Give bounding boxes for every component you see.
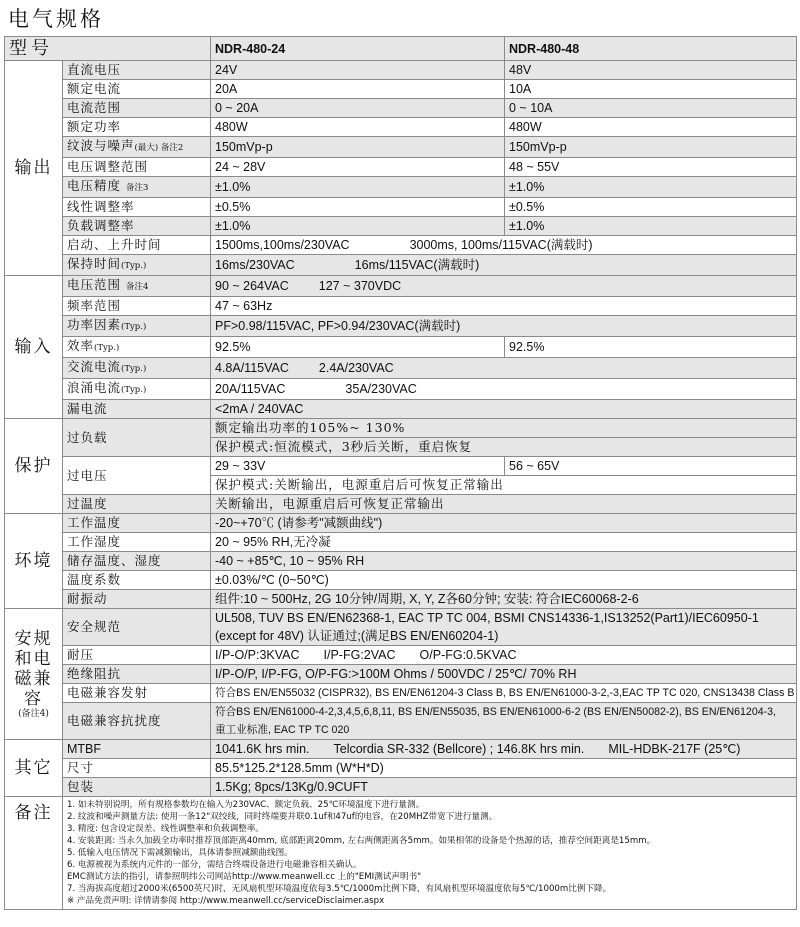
row-label: 绝缘阻抗 <box>63 665 211 684</box>
row-label: 耐压 <box>63 646 211 665</box>
value-b: ±0.5% <box>505 198 797 217</box>
row-label: 储存温度、湿度 <box>63 552 211 571</box>
row-label: 线性调整率 <box>63 198 211 217</box>
row-label: 漏电流 <box>63 400 211 419</box>
row-label: 耐振动 <box>63 590 211 609</box>
emc-immunity-value: 符合BS EN/EN61000-4-2,3,4,5,6,8,11, BS EN/EN55035, BS EN/EN61000-6-2 (BS EN/EN50082-2), BS EN/EN61204-3, 重工业标准, EAC TP TC 020 <box>211 703 797 740</box>
model-a: NDR-480-24 <box>211 37 505 61</box>
row-note: (Typ.) <box>121 385 147 395</box>
note-item: 5. 低输入电压情况下需减额输出，具体请参照减额曲线图。 <box>67 848 293 858</box>
row-label: 保持时间(Typ.) <box>63 255 211 276</box>
mtbf-value: 1041.6K hrs min. Telcordia SR-332 (Bellcore) ; 146.8K hrs min. MIL-HDBK-217F (25℃) <box>211 740 797 759</box>
row-note: (Typ.) <box>94 343 120 353</box>
group-note: (备注4) <box>18 708 49 719</box>
row-label: 额定电流 <box>63 80 211 99</box>
row-label: 负载调整率 <box>63 217 211 236</box>
group-others: 其它 <box>5 740 63 797</box>
value-b: ±1.0% <box>505 217 797 236</box>
row-label: 电压精度 备注3 <box>63 177 211 198</box>
overtemp-value: 关断输出，电源重启后可恢复正常输出 <box>211 495 797 514</box>
freq-value: 47 ~ 63Hz <box>211 297 797 316</box>
isolation-value: I/P-O/P, I/P-FG, O/P-FG:>100M Ohms / 500VDC / 25℃/ 70% RH <box>211 665 797 684</box>
value-b: 150mVp-p <box>505 137 797 158</box>
value-a: 20A <box>211 80 505 99</box>
row-label: 工作温度 <box>63 514 211 533</box>
overload-value: 额定输出功率的105%~ 130% <box>211 419 797 438</box>
leakage-value: <2mA / 240VAC <box>211 400 797 419</box>
overload-mode: 保护模式:恒流模式，3秒后关断，重启恢复 <box>211 438 797 457</box>
value-a: 24V <box>211 61 505 80</box>
row-note: (Typ.) <box>121 261 147 271</box>
note-item: 3. 精度: 包含设定误差、线性调整率和负载调整率。 <box>67 824 265 834</box>
row-label: 电压调整范围 <box>63 158 211 177</box>
holdup-value: 16ms/230VAC 16ms/115VAC(满载时) <box>211 255 797 276</box>
safety-standards-value: UL508, TUV BS EN/EN62368-1, EAC TP TC 004, BSMI CNS14336-1,IS13252(Part1)/IEC60950-1 (except for 48V) 认证通过;(满足BS EN/EN60204-1) <box>211 609 797 646</box>
group-input: 输入 <box>5 276 63 419</box>
row-label: 安全规范 <box>63 609 211 646</box>
note-item: 4. 安装距离: 当永久加载全功率时推荐顶部距离40mm, 底部距离20mm, 左右两侧距离各5mm。如果相邻的设备是个热源的话，推荐空间距离是15mm。 <box>67 836 656 846</box>
row-label: 浪涌电流(Typ.) <box>63 379 211 400</box>
row-label: 直流电压 <box>63 61 211 80</box>
value-a: ±1.0% <box>211 217 505 236</box>
value-a: 150mVp-p <box>211 137 505 158</box>
group-protection: 保护 <box>5 419 63 514</box>
row-label: 电压范围 备注4 <box>63 276 211 297</box>
value-a: 24 ~ 28V <box>211 158 505 177</box>
emc-emission-value: 符合BS EN/EN55032 (CISPR32), BS EN/EN61204-3 Class B, BS EN/EN61000-3-2,-3,EAC TP TC 020, CNS13438 Class B <box>211 684 797 703</box>
row-label: 交流电流(Typ.) <box>63 358 211 379</box>
row-label: 功率因素(Typ.) <box>63 316 211 337</box>
env-value: ±0.03%/℃ (0~50℃) <box>211 571 797 590</box>
value-a: 0 ~ 20A <box>211 99 505 118</box>
spec-table <box>4 36 797 910</box>
page-title: 电气规格 <box>8 7 104 31</box>
value-b: 92.5% <box>505 337 797 358</box>
value-a: ±1.0% <box>211 177 505 198</box>
group-safety-emc: 安规和电磁兼容 (备注4) <box>5 609 63 740</box>
value-a: 29 ~ 33V <box>211 457 505 476</box>
row-label: 尺寸 <box>63 759 211 778</box>
row-label: 效率(Typ.) <box>63 337 211 358</box>
row-note: (Typ.) <box>121 322 147 332</box>
row-label: 启动、上升时间 <box>63 236 211 255</box>
withstand-value: I/P-O/P:3KVAC I/P-FG:2VAC O/P-FG:0.5KVAC <box>211 646 797 665</box>
overvolt-mode: 保护模式:关断输出，电源重启后可恢复正常输出 <box>211 476 797 495</box>
value-b: 48V <box>505 61 797 80</box>
env-value: 组件:10 ~ 500Hz, 2G 10分钟/周期, X, Y, Z各60分钟; 安装: 符合IEC60068-2-6 <box>211 590 797 609</box>
row-note: 备注3 <box>126 183 149 193</box>
row-label: 电流范围 <box>63 99 211 118</box>
notes-list <box>63 797 797 910</box>
row-label: 纹波与噪声(最大) 备注2 <box>63 137 211 158</box>
ac-current-value: 4.8A/115VAC 2.4A/230VAC <box>211 358 797 379</box>
row-label: MTBF <box>63 740 211 759</box>
value-a: 480W <box>211 118 505 137</box>
row-label: 包装 <box>63 778 211 797</box>
env-value: -40 ~ +85℃, 10 ~ 95% RH <box>211 552 797 571</box>
env-value: 20 ~ 95% RH,无冷凝 <box>211 533 797 552</box>
note-item: 1. 如未特别说明，所有规格参数均在输入为230VAC、额定负载、25℃环境温度下进行量测。 <box>67 800 425 810</box>
row-label: 过温度 <box>63 495 211 514</box>
value-a: 92.5% <box>211 337 505 358</box>
row-label: 电磁兼容抗扰度 <box>63 703 211 740</box>
startup-value: 1500ms,100ms/230VAC 3000ms, 100ms/115VAC(满载时) <box>211 236 797 255</box>
input-voltage-value: 90 ~ 264VAC 127 ~ 370VDC <box>211 276 797 297</box>
inrush-value: 20A/115VAC 35A/230VAC <box>211 379 797 400</box>
row-label: 工作湿度 <box>63 533 211 552</box>
note-item: 6. 电源被视为系统内元件的一部分，需结合终端设备进行电磁兼容相关确认。 <box>67 860 362 870</box>
model-label: 型号 <box>5 37 211 61</box>
group-output: 输出 <box>5 61 63 276</box>
note-item: 7. 当海拔高度超过2000米(6500英尺)时，无风扇机型环境温度依每3.5℃/1000m比例下降，有风扇机型环境温度依每5℃/1000m比例下降。 <box>67 884 612 894</box>
row-label: 温度系数 <box>63 571 211 590</box>
row-note: (最大) 备注2 <box>134 143 184 153</box>
pf-value: PF>0.98/115VAC, PF>0.94/230VAC(满载时) <box>211 316 797 337</box>
row-label: 电磁兼容发射 <box>63 684 211 703</box>
note-item: EMC测试方法的指引，请参照明纬公司网站http://www.meanwell.cc 上的"EMI测试声明书" <box>67 872 422 882</box>
value-b: 10A <box>505 80 797 99</box>
dimension-value: 85.5*125.2*128.5mm (W*H*D) <box>211 759 797 778</box>
value-a: ±0.5% <box>211 198 505 217</box>
model-b: NDR-480-48 <box>505 37 797 61</box>
note-item: ※ 产品免责声明: 详情请参阅 http://www.meanwell.cc/serviceDisclaimer.aspx <box>67 896 385 906</box>
value-b: ±1.0% <box>505 177 797 198</box>
row-label: 额定功率 <box>63 118 211 137</box>
group-notes: 备注 <box>5 797 63 910</box>
env-value: -20~+70℃ (请参考"减额曲线") <box>211 514 797 533</box>
value-b: 480W <box>505 118 797 137</box>
note-item: 2. 纹波和噪声测量方法: 使用一条12"双绞线，同时终端要并联0.1uf和47uf的电容，在20MHZ带宽下进行量测。 <box>67 812 498 822</box>
value-b: 0 ~ 10A <box>505 99 797 118</box>
row-note: 备注4 <box>126 282 149 292</box>
row-label: 过电压 <box>63 457 211 495</box>
row-label: 过负载 <box>63 419 211 457</box>
value-b: 48 ~ 55V <box>505 158 797 177</box>
row-label: 频率范围 <box>63 297 211 316</box>
row-note: (Typ.) <box>121 364 147 374</box>
value-b: 56 ~ 65V <box>505 457 797 476</box>
packing-value: 1.5Kg; 8pcs/13Kg/0.9CUFT <box>211 778 797 797</box>
group-environment: 环境 <box>5 514 63 609</box>
